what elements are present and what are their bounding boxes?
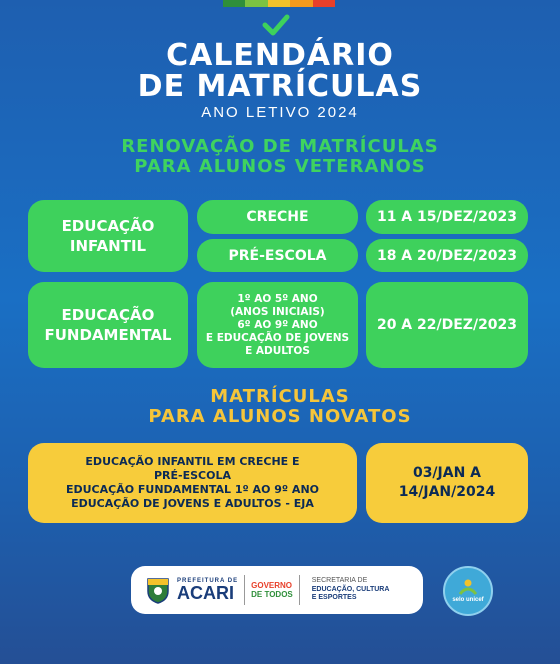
section2-line-2: PARA ALUNOS NOVATOS bbox=[148, 406, 412, 427]
checkmark-icon bbox=[262, 14, 290, 36]
prefeitura-logo bbox=[177, 578, 238, 602]
section1-line-2: PARA ALUNOS VETERANOS bbox=[134, 156, 426, 177]
top-color-strip bbox=[223, 0, 335, 7]
governo-de-todos-logo bbox=[251, 581, 293, 599]
fundamental-date-pill bbox=[366, 282, 528, 368]
novatos-line-2: PRÉ-ESCOLA bbox=[153, 469, 231, 482]
section-title-veteranos bbox=[0, 137, 560, 177]
novatos-date-line-1: 03/JAN A bbox=[412, 465, 482, 481]
fundamental-desc-line-1: 1º AO 5º ANO bbox=[237, 292, 318, 305]
preescola-date: 18 A 20/DEZ/2023 bbox=[376, 247, 518, 264]
fundamental-desc-line-2: (ANOS INICIAIS) bbox=[230, 305, 325, 318]
preescola-pill bbox=[197, 239, 358, 272]
fundamental-desc-line-5: E ADULTOS bbox=[245, 344, 310, 357]
footer-divider-2 bbox=[299, 575, 300, 605]
preescola-label: PRÉ-ESCOLA bbox=[228, 247, 327, 264]
sec-line-3: E ESPORTES bbox=[311, 594, 357, 602]
title-line-1: CALENDÁRIO bbox=[166, 38, 394, 73]
novatos-date-pill bbox=[366, 443, 528, 523]
preescola-date-pill bbox=[366, 239, 528, 272]
novatos-line-1: EDUCAÇÃO INFANTIL EM CRECHE E bbox=[85, 455, 300, 468]
fundamental-label-pill bbox=[28, 282, 188, 368]
sec-line-2: EDUCAÇÃO, CULTURA bbox=[311, 585, 390, 593]
fundamental-desc-line-3: 6º AO 9º ANO bbox=[237, 318, 318, 331]
novatos-desc-pill bbox=[28, 443, 357, 523]
section2-line-1: MATRÍCULAS bbox=[210, 386, 350, 407]
novatos-line-4: EDUCAÇÃO DE JOVENS E ADULTOS - EJA bbox=[71, 497, 314, 510]
section1-line-1: RENOVAÇÃO DE MATRÍCULAS bbox=[121, 136, 439, 157]
gov-line-1: GOVERNO bbox=[251, 581, 293, 590]
section-title-novatos bbox=[0, 387, 560, 427]
fundamental-desc-line-4: E EDUCAÇÃO DE JOVENS bbox=[205, 331, 350, 344]
novatos-date-line-2: 14/JAN/2024 bbox=[398, 484, 496, 500]
selo-text: selo unicef bbox=[452, 597, 484, 603]
creche-date: 11 A 15/DEZ/2023 bbox=[376, 209, 518, 225]
title-line-2: DE MATRÍCULAS bbox=[137, 69, 423, 104]
municipal-crest-icon bbox=[145, 576, 171, 604]
fundamental-label-line-1: EDUCAÇÃO bbox=[61, 306, 155, 324]
creche-label: CRECHE bbox=[246, 209, 309, 225]
footer-logos-bar bbox=[131, 566, 423, 614]
gov-line-2: DE TODOS bbox=[251, 590, 293, 599]
unicef-figure-icon bbox=[457, 578, 479, 596]
prefeitura-big: ACARI bbox=[177, 583, 234, 603]
footer-divider bbox=[244, 575, 245, 605]
sec-line-1: SECRETARIA DE bbox=[311, 577, 368, 585]
fundamental-desc-pill bbox=[197, 282, 358, 368]
creche-date-pill bbox=[366, 200, 528, 234]
secretaria-logo bbox=[312, 577, 390, 603]
page-subtitle: ANO LETIVO 2024 bbox=[201, 104, 359, 121]
page-title bbox=[0, 40, 560, 102]
selo-unicef-badge bbox=[443, 566, 493, 616]
infantil-label-pill bbox=[28, 200, 188, 272]
creche-pill bbox=[197, 200, 358, 234]
fundamental-label-line-2: FUNDAMENTAL bbox=[44, 326, 172, 344]
novatos-line-3: EDUCAÇÃO FUNDAMENTAL 1º AO 9º ANO bbox=[65, 483, 320, 496]
infantil-label-line-1: EDUCAÇÃO bbox=[61, 217, 155, 235]
prefeitura-small: PREFEITURA DE bbox=[177, 578, 239, 584]
infantil-label-line-2: INFANTIL bbox=[69, 237, 147, 255]
fundamental-date: 20 A 22/DEZ/2023 bbox=[376, 317, 518, 333]
